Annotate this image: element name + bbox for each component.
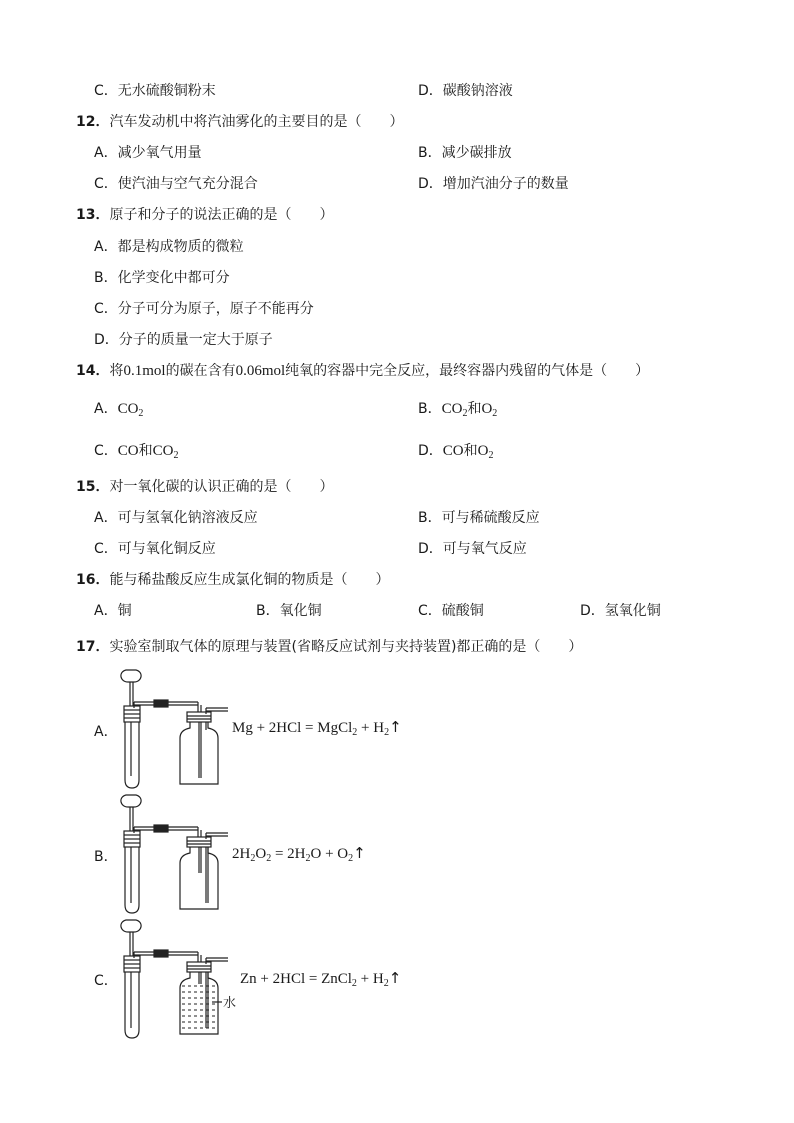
q13-option-c: C．分子可分为原子，原子不能再分 — [94, 301, 314, 317]
eq-a-sub1: 2 — [352, 727, 358, 738]
q14-label-d: D． — [418, 443, 443, 459]
q16-option-a: A．铜 — [94, 603, 132, 619]
q14-option-c — [94, 441, 178, 461]
q13-number: 13． — [76, 207, 110, 223]
q14-option-a — [94, 399, 143, 419]
q14-number: 14． — [76, 363, 110, 379]
eq-c-part2: + H — [356, 971, 384, 987]
eq-c-sub1: 2 — [351, 978, 357, 989]
q14-c-sub: 2 — [173, 450, 179, 461]
eq-b-sub4: 2 — [348, 853, 354, 864]
q16-option-b: B．氧化铜 — [256, 603, 322, 619]
q16-text: 能与稀盐酸反应生成氯化铜的物质是（ ） — [109, 572, 390, 588]
q14-text-1: 将 — [109, 363, 124, 379]
water-label: 水 — [223, 996, 237, 1011]
q14-option-b — [418, 399, 497, 419]
q14-text-3: 纯氧的容器中完全反应，最终容器内残留的气体是（ ） — [285, 363, 650, 379]
q12-option-d: D．增加汽油分子的数量 — [418, 176, 569, 192]
q17-stem — [76, 637, 582, 657]
q14-amount-carbon: 0.1mol — [123, 363, 166, 379]
apparatus-c-diagram — [110, 918, 250, 1043]
eq-b-sub3: 2 — [305, 853, 311, 864]
eq-a-sub2: 2 — [384, 727, 390, 738]
equation-b — [232, 844, 366, 863]
eq-b-part2: O — [255, 846, 267, 862]
q14-d-and: 和 — [463, 443, 478, 459]
eq-c-part1: Zn + 2HCl = ZnCl — [240, 971, 352, 987]
q14-stem — [76, 361, 649, 381]
q14-d-co: CO — [442, 443, 464, 459]
q15-option-c: C．可与氧化铜反应 — [94, 541, 216, 557]
q12-option-c: C．使汽油与空气充分混合 — [94, 176, 258, 192]
q11-option-d: D．碳酸钠溶液 — [418, 83, 513, 99]
q13-stem — [76, 205, 333, 225]
q15-option-d: D．可与氧气反应 — [418, 541, 527, 557]
q14-d-sub: 2 — [488, 450, 494, 461]
q15-option-a: A．可与氢氧化钠溶液反应 — [94, 510, 258, 526]
q14-c-co1: CO — [117, 443, 139, 459]
q14-c-and: 和 — [138, 443, 153, 459]
eq-a-part2: + H — [357, 720, 385, 736]
q14-option-d — [418, 441, 493, 461]
q15-stem — [76, 477, 333, 497]
equation-a — [232, 718, 402, 737]
q13-option-a: A．都是构成物质的微粒 — [94, 239, 244, 255]
q12-option-b: B．减少碳排放 — [418, 145, 512, 161]
q15-number: 15． — [76, 479, 110, 495]
q16-stem — [76, 570, 389, 590]
eq-b-part1: 2H — [232, 846, 251, 862]
eq-b-sub1: 2 — [250, 853, 256, 864]
q17-label-c: C． — [94, 973, 118, 989]
q14-label-b: B． — [418, 401, 442, 417]
q13-option-b: B．化学变化中都可分 — [94, 270, 230, 286]
q14-b-co: CO — [441, 401, 463, 417]
q14-text-2: 的碳在含有 — [165, 363, 236, 379]
q15-text: 对一氧化碳的认识正确的是（ ） — [109, 479, 334, 495]
q12-number: 12． — [76, 114, 110, 130]
apparatus-b-diagram — [110, 793, 240, 918]
q16-option-d: D．氢氧化铜 — [580, 603, 661, 619]
q17-number: 17． — [76, 639, 110, 655]
q14-b-and: 和 — [467, 401, 482, 417]
equation-c — [240, 969, 401, 988]
q14-b-sub2: 2 — [492, 408, 498, 419]
funnel-bulb — [121, 670, 141, 682]
q11-option-c: C．无水硫酸铜粉末 — [94, 83, 216, 99]
eq-c-arrow: ↑ — [388, 969, 402, 987]
eq-b-arrow: ↑ — [353, 844, 366, 862]
q12-text: 汽车发动机中将汽油雾化的主要目的是（ ） — [109, 114, 404, 130]
q14-c-co2: CO — [152, 443, 174, 459]
q16-option-c: C．硫酸铜 — [418, 603, 484, 619]
q13-text: 原子和分子的说法正确的是（ ） — [109, 207, 334, 223]
q14-d-o: O — [477, 443, 489, 459]
q12-stem — [76, 112, 403, 132]
q13-option-d: D．分子的质量一定大于原子 — [94, 332, 273, 348]
q15-option-b: B．可与稀硫酸反应 — [418, 510, 540, 526]
eq-a-arrow: ↑ — [389, 718, 402, 736]
q14-a-sub: 2 — [138, 408, 144, 419]
q17-text: 实验室制取气体的原理与装置(省略反应试剂与夹持装置)都正确的是（ ） — [109, 639, 583, 655]
apparatus-a-diagram — [110, 668, 240, 793]
q14-b-sub1: 2 — [462, 408, 468, 419]
q14-label-a: A． — [94, 401, 118, 417]
q14-a-co: CO — [117, 401, 139, 417]
q16-number: 16． — [76, 572, 110, 588]
eq-a-part1: Mg + 2HCl = MgCl — [232, 720, 353, 736]
eq-c-sub2: 2 — [383, 978, 389, 989]
q12-option-a: A．减少氧气用量 — [94, 145, 202, 161]
eq-b-sub2: 2 — [266, 853, 272, 864]
q14-b-o: O — [481, 401, 493, 417]
q14-amount-oxygen: 0.06mol — [235, 363, 286, 379]
q17-label-a: A． — [94, 724, 118, 740]
q14-label-c: C． — [94, 443, 118, 459]
eq-b-part4: O + O — [310, 846, 349, 862]
eq-b-part3: = 2H — [271, 846, 306, 862]
q17-label-b: B． — [94, 849, 118, 865]
